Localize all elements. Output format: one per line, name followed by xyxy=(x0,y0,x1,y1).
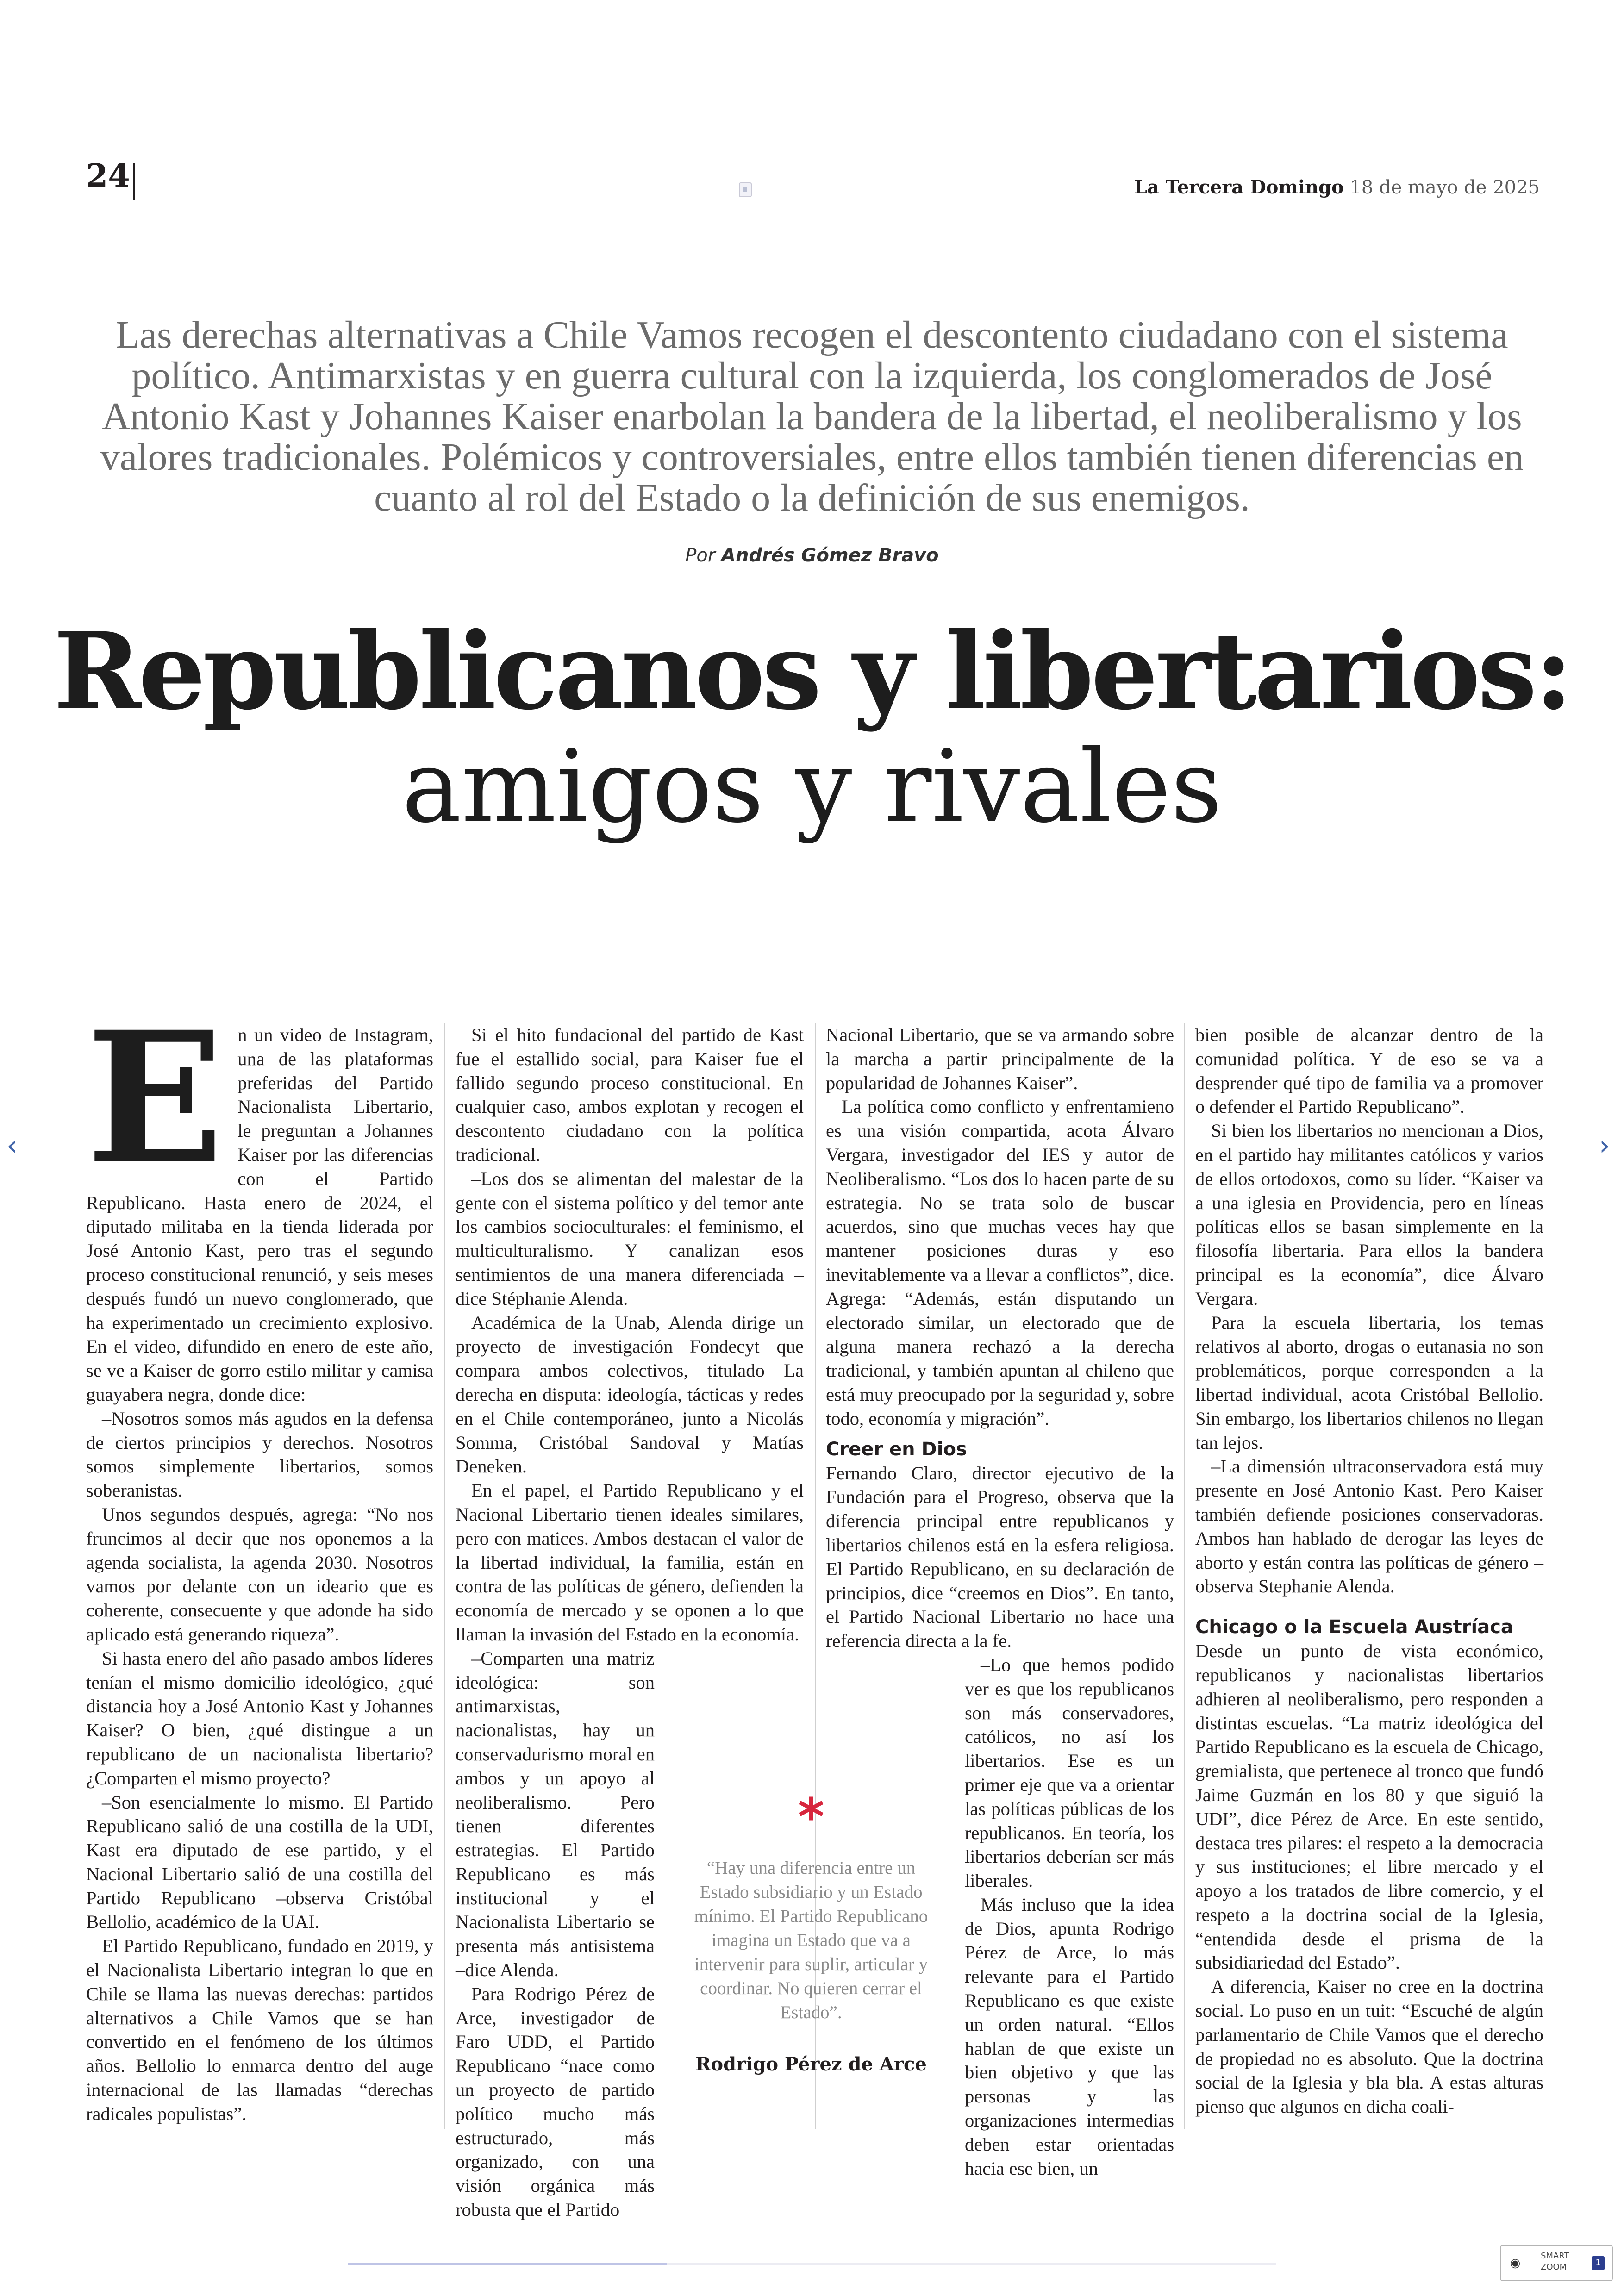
paragraph: Si bien los libertarios no mencionan a Dios, en el partido hay militantes católicos y varios de ellos ortodoxos, como su líder. “Kaiser va a una iglesia en Providencia, pero en líneas políticas ellos se basan simplemente en la filosofía libertaria. Para ellos la bandera principal es la economía”, dice Álvaro Vergara. xyxy=(1195,1120,1543,1309)
paragraph: Para la escuela libertaria, los temas relativos al aborto, drogas o eutanasia no son problemáticos, porque corresponden a la libertad individual, acota Cristóbal Bellolio. Sin embargo, los libertarios chilenos no llegan tan lejos. xyxy=(1195,1312,1543,1453)
smart-zoom-badge: 1 xyxy=(1592,2256,1605,2270)
eye-icon: ◉ xyxy=(1510,2256,1521,2270)
paragraph: –Nosotros somos más agudos en la defensa de ciertos principios y derechos. Nosotros somos simplemente libertarios, somos soberanistas. xyxy=(86,1408,433,1501)
previous-page-button[interactable] xyxy=(6,1129,18,1162)
paragraph: En el papel, el Partido Republicano y el Nacional Libertario tienen ideales similares, pero con matices. Ambos destacan el valor de la libertad individual, la familia, están en contra de las políticas de género, defienden la economía de mercado y se oponen a lo que llaman la invasión del Estado en la economía. xyxy=(456,1480,804,1645)
paragraph: Si el hito fundacional del partido de Kast fue el estallido social, para Kaiser fue el fallido segundo proceso constitucional. En cualquier caso, ambos explotan y recogen el descontento ciudadano con la política tradicional. xyxy=(456,1024,804,1165)
byline-prefix: Por xyxy=(685,545,716,566)
section-heading: Creer en Dios xyxy=(826,1438,967,1460)
paragraph: n un video de Instagram, una de las plataformas preferidas del Partido Nacionalista Libertario, le preguntan a Johannes Kaiser por las diferencias con el Partido Republicano. Hasta enero de 2024, el diputado militaba en la tienda liderada por José Antonio Kast, pero tras el segundo proceso constitucional renunció, y seis meses después fundó un nuevo conglomerado, que ha experimentado un crecimiento explosivo. En el video, difundido en enero de este año, se ve a Kaiser de gorro estilo militar y camisa guayabera negra, donde dice: xyxy=(86,1024,433,1405)
article-column-1 xyxy=(86,992,433,2126)
paragraph: –Son esencialmente lo mismo. El Partido Republicano salió de una costilla de la UDI, Kast era diputado de ese partido, y el Nacional Libertario salió de una costilla del Partido Republicano –observa Cristóbal Bellolio, académico de la UAI. xyxy=(86,1791,433,1933)
drop-cap: E xyxy=(86,992,224,1204)
paragraph: –Comparten una matriz ideológica: son antimarxistas, nacionalistas, hay un conservadurismo moral en ambos y un apoyo al neoliberalismo. Pero tienen diferentes estrategias. El Partido Republicano es más institucional y el Nacionalista Libertario se presenta más antisistema –dice Alenda. xyxy=(456,1647,655,1981)
paragraph: Fernando Claro, director ejecutivo de la Fundación para el Progreso, observa que la diferencia principal entre republicanos y libertarios chilenos está en la esfera religiosa. El Partido Republicano, en su declaración de principios, dice “creemos en Dios”. En tanto, el Partido Nacional Libertario no hace una referencia directa a la fe. xyxy=(826,1462,1174,1652)
smart-zoom-button[interactable] xyxy=(1500,2245,1613,2281)
paragraph: Académica de la Unab, Alenda dirige un proyecto de investigación Fondecyt que compara ambos colectivos, titulado La derecha en disputa: ideología, tácticas y redes en el Chile contemporáneo, junto a Nicolás Somma, Cristóbal Sandoval y Matías Deneken. xyxy=(456,1312,804,1477)
column-divider xyxy=(1184,1023,1185,2129)
paragraph: Desde un punto de vista económico, republicanos y nacionalistas libertarios adhieren al neoliberalismo, pero responden a distintas escuelas. “La matriz ideológica del Partido Republicano es la escuela de Chicago, gremialista, que pertenece al tronco que fundó Jaime Guzmán en los 80 y que siguió la UDI”, dice Pérez de Arce. En este sentido, destaca tres pilares: el respeto a la democracia y sus instituciones; el libre mercado y el apoyo a los tratados de libre comercio, y el respeto a la doctrina social de la Iglesia, “entendida desde el prisma de la subsidiariedad del Estado”. xyxy=(1195,1640,1543,1973)
page-number: 24 xyxy=(86,157,130,194)
page-marker-icon xyxy=(739,182,752,197)
paragraph: El Partido Republicano, fundado en 2019, y el Nacionalista Libertario integran lo que en Chile se llama las nuevas derechas: partidos alternativos a Chile Vamos que se han convertido en el fenómeno de los últimos años. Bellolio lo enmarca dentro del auge internacional de las llamadas “derechas radicales populistas”. xyxy=(86,1935,433,2124)
headline-main: Republicanos y libertarios: xyxy=(53,609,1571,733)
paragraph: –Los dos se alimentan del malestar de la gente con el sistema político y del temor ante los cambios socioculturales: el feminismo, el multiculturalismo. Y canalizan esos sentimientos de una manera diferenciada –dice Stéphanie Alenda. xyxy=(456,1168,804,1309)
paragraph: Más incluso que la idea de Dios, apunta Rodrigo Pérez de Arce, lo más relevante para el Partido Republicano es que existe un orden natural. “Ellos hablan de que existe un bien objetivo y que las personas y las organizaciones intermedias deben estar orientadas hacia ese bien, un xyxy=(965,1894,1174,2179)
column-divider xyxy=(444,1023,445,2129)
paragraph: Si hasta enero del año pasado ambos líderes tenían el mismo domicilio ideológico, ¿qué distancia hoy a José Antonio Kast y Johannes Kaiser? O bien, ¿qué distingue a un republicano de un nacionalista libertario? ¿Comparten el mismo proyecto? xyxy=(86,1647,433,1789)
headline-secondary: amigos y rivales xyxy=(401,729,1223,845)
issue-date: 18 de mayo de 2025 xyxy=(1349,177,1540,198)
paragraph: Para Rodrigo Pérez de Arce, investigador de Faro UDD, el Partido Republicano “nace como un proyecto de partido político mucho más estructurado, más organizado, con una visión orgánica más robusta que el Partido xyxy=(456,1983,655,2220)
next-page-button[interactable] xyxy=(1599,1129,1610,1162)
paragraph: Nacional Libertario, que se va armando sobre la marcha a partir principalmente de la popularidad de Johannes Kaiser”. xyxy=(826,1024,1174,1093)
issue-info xyxy=(1134,176,1540,199)
article-column-4 xyxy=(1195,1023,1543,2119)
publication-name: La Tercera Domingo xyxy=(1134,176,1344,198)
asterisk-icon: * xyxy=(798,1787,824,1846)
paragraph: La política como conflicto y enfrentamieno es una visión compartida, acota Álvaro Vergara, investigador del IES y autor de Neoliberalismo. “Los dos lo hacen parte de su estrategia. No se trata solo de buscar acuerdos, sino que muchas veces hay que mantener posiciones duras y eso inevitablemente va a llevar a conflictos”, dice. Agrega: “Además, están disputando un electorado similar, un electorado que de alguna manera rechazó a la derecha tradicional, y también apuntan al chileno que está muy preocupado por la seguridad y, sobre todo, economía y migración”. xyxy=(826,1096,1174,1429)
byline xyxy=(0,543,1624,568)
chevron-left-icon: ‹ xyxy=(6,1129,18,1162)
article-deck: Las derechas alternativas a Chile Vamos recogen el descontento ciudadano con el sistema político. Antimarxistas y en guerra cultural con la izquierda, los conglomerados de José Antonio Kast y Johannes Kaiser enarbolan la bandera de la libertad, el neoliberalismo y los valores tradicionales. Polémicos y controversiales, entre ellos también tienen diferencias en cuanto al rol del Estado o la definición de sus enemigos. xyxy=(100,313,1524,519)
chevron-right-icon: › xyxy=(1599,1129,1610,1162)
paragraph: –La dimensión ultraconservadora está muy presente en José Antonio Kast. Pero Kaiser también defiende posiciones conservadoras. Ambos han hablado de derogar las leyes de aborto y están contra las políticas de género –observa Stephanie Alenda. xyxy=(1195,1456,1543,1597)
paragraph: bien posible de alcanzar dentro de la comunidad política. Y de eso se va a desprender qué tipo de familia va a promover o defender el Partido Republicano”. xyxy=(1195,1024,1543,1117)
byline-author: Andrés Gómez Bravo xyxy=(721,545,939,566)
paragraph: A diferencia, Kaiser no cree en la doctrina social. Lo puso en un tuit: “Escuché de algún parlamentario de Chile Vamos que el derecho de propiedad no es absoluto. Que la doctrina social de la Iglesia y bla bla. A estas alturas pienso que algunos en dicha coali- xyxy=(1195,1976,1543,2117)
paragraph: Unos segundos después, agrega: “No nos fruncimos al decir que nos oponemos a la agenda socialista, la agenda 2030. Nosotros vamos por delante con un ideario que es coherente, consecuente y que adonde ha sido aplicado está generando riqueza”. xyxy=(86,1503,433,1645)
pull-quote xyxy=(686,1787,936,2077)
paragraph: –Lo que hemos podido ver es que los republicanos son más conservadores, católicos, no así los libertarios. Ese es un primer eje que va a orientar las políticas públicas de los republicanos. En teoría, los libertarios deberían ser más liberales. xyxy=(965,1654,1174,1891)
reading-progress-fill xyxy=(348,2263,667,2265)
smart-zoom-label: SMART ZOOM xyxy=(1541,2251,1569,2272)
header-divider xyxy=(133,163,135,200)
pull-quote-author: Rodrigo Pérez de Arce xyxy=(695,2053,927,2075)
pull-quote-text: “Hay una diferencia entre un Estado subsidiario y un Estado mínimo. El Partido Republicano imagina un Estado que va a intervenir para suplir, articular y coordinar. No quieren cerrar el Estado”. xyxy=(694,1858,928,2022)
section-heading: Chicago o la Escuela Austríaca xyxy=(1195,1616,1513,1638)
